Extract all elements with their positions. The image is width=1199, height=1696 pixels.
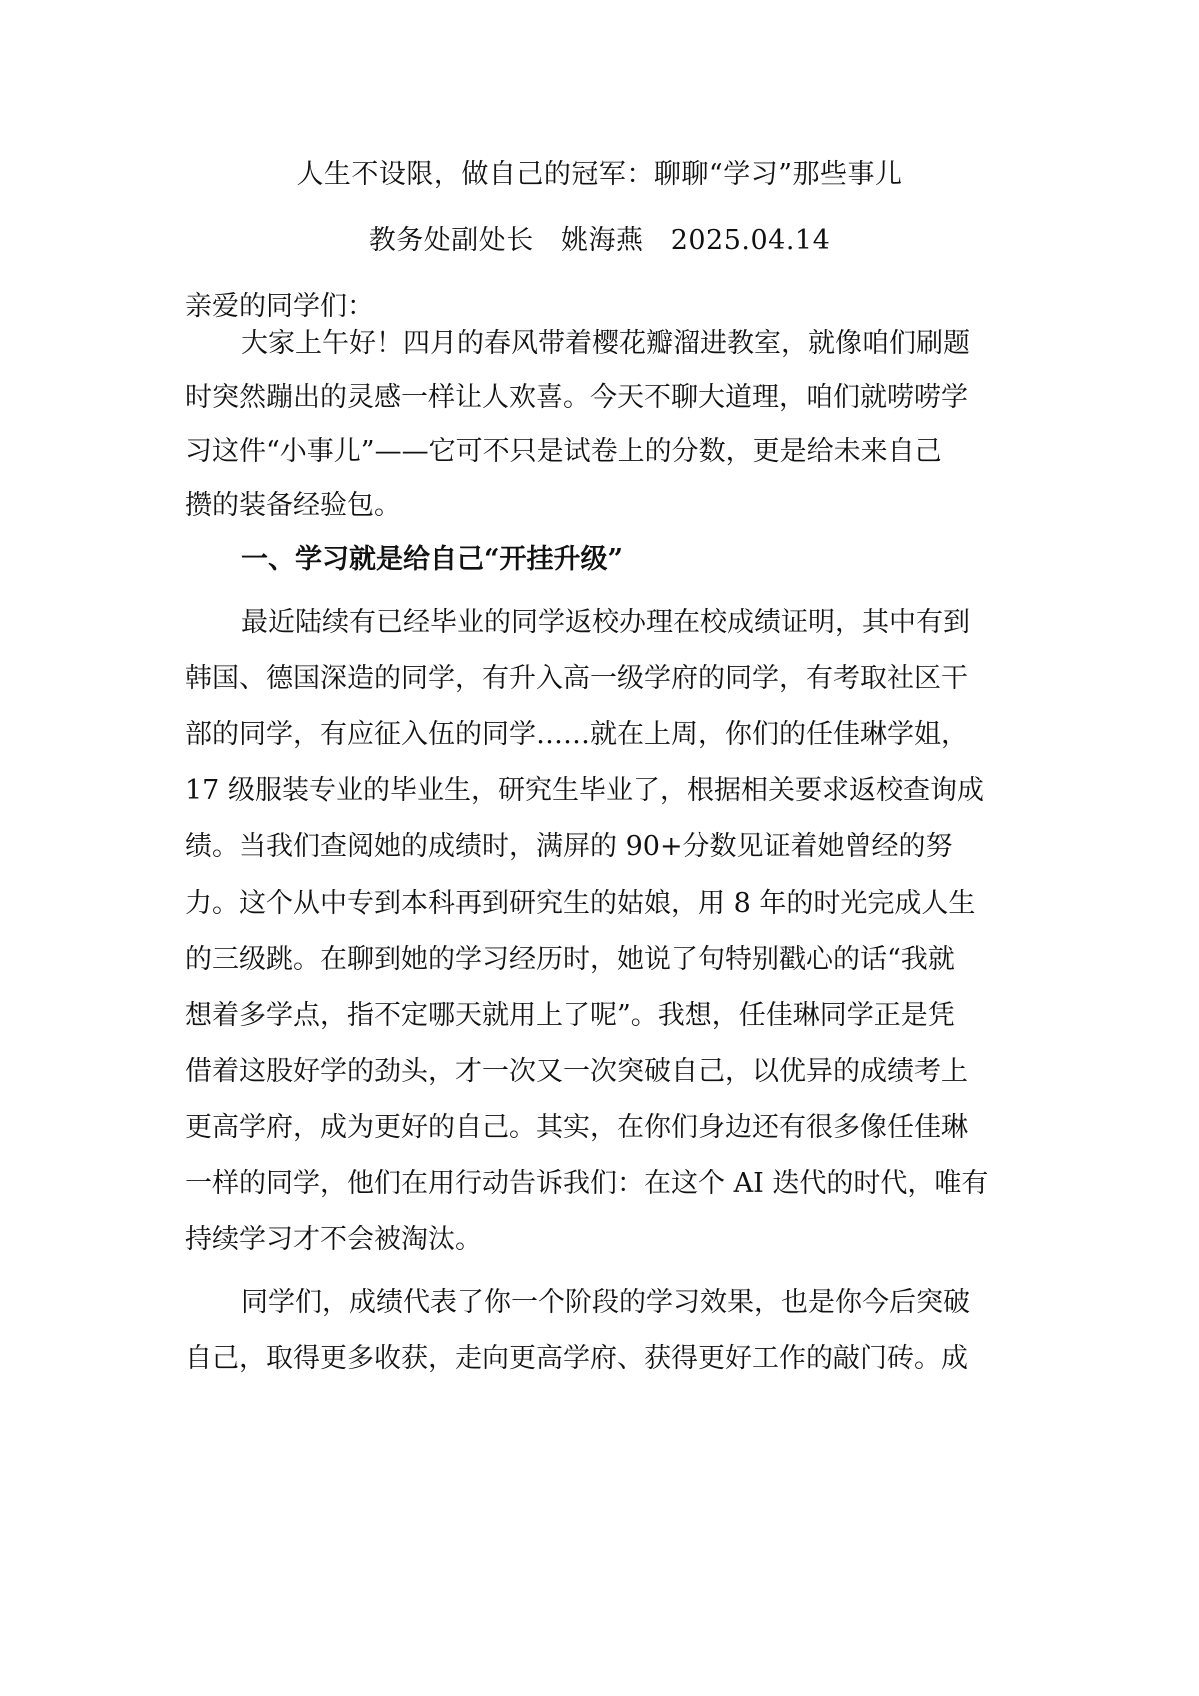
paragraph-line: 力。这个从中专到本科再到研究生的姑娘，用 8 年的时光完成人生 bbox=[185, 888, 976, 919]
paragraph-line: 想着多学点，指不定哪天就用上了呢”。我想，任佳琳同学正是凭 bbox=[185, 1000, 955, 1031]
paragraph-line: 17 级服装专业的毕业生，研究生毕业了，根据相关要求返校查询成 bbox=[185, 775, 984, 806]
paragraph-line: 韩国、德国深造的同学，有升入高一级学府的同学，有考取社区干 bbox=[185, 663, 968, 694]
paragraph-line: 攒的装备经验包。 bbox=[185, 490, 401, 521]
paragraph-line: 习这件“小事儿”——它可不只是试卷上的分数，更是给未来自己 bbox=[185, 436, 942, 467]
section-heading: 一、学习就是给自己“开挂升级” bbox=[241, 544, 624, 575]
greeting: 亲爱的同学们： bbox=[185, 291, 374, 322]
paragraph-line: 的三级跳。在聊到她的学习经历时，她说了句特别戳心的话“我就 bbox=[185, 944, 955, 975]
paragraph-line: 时突然蹦出的灵感一样让人欢喜。今天不聊大道理，咱们就唠唠学 bbox=[185, 382, 968, 413]
paragraph-line: 最近陆续有已经毕业的同学返校办理在校成绩证明，其中有到 bbox=[241, 607, 970, 638]
document-byline: 教务处副处长 姚海燕 2025.04.14 bbox=[368, 225, 831, 256]
paragraph-line: 大家上午好！四月的春风带着樱花瓣溜进教室，就像咱们刷题 bbox=[241, 328, 970, 359]
paragraph-line: 借着这股好学的劲头，才一次又一次突破自己，以优异的成绩考上 bbox=[185, 1056, 968, 1087]
paragraph-line: 一样的同学，他们在用行动告诉我们：在这个 AI 迭代的时代，唯有 bbox=[185, 1168, 989, 1199]
paragraph-line: 更高学府，成为更好的自己。其实，在你们身边还有很多像任佳琳 bbox=[185, 1112, 968, 1143]
paragraph-line: 绩。当我们查阅她的成绩时，满屏的 90+分数见证着她曾经的努 bbox=[185, 831, 953, 862]
document-title: 人生不设限，做自己的冠军：聊聊“学习”那些事儿 bbox=[296, 159, 903, 190]
paragraph-line: 同学们，成绩代表了你一个阶段的学习效果，也是你今后突破 bbox=[241, 1287, 970, 1318]
paragraph-line: 部的同学，有应征入伍的同学……就在上周，你们的任佳琳学姐， bbox=[185, 719, 968, 750]
paragraph-line: 自己，取得更多收获，走向更高学府、获得更好工作的敲门砖。成 bbox=[185, 1343, 968, 1374]
paragraph-line: 持续学习才不会被淘汰。 bbox=[185, 1224, 482, 1255]
